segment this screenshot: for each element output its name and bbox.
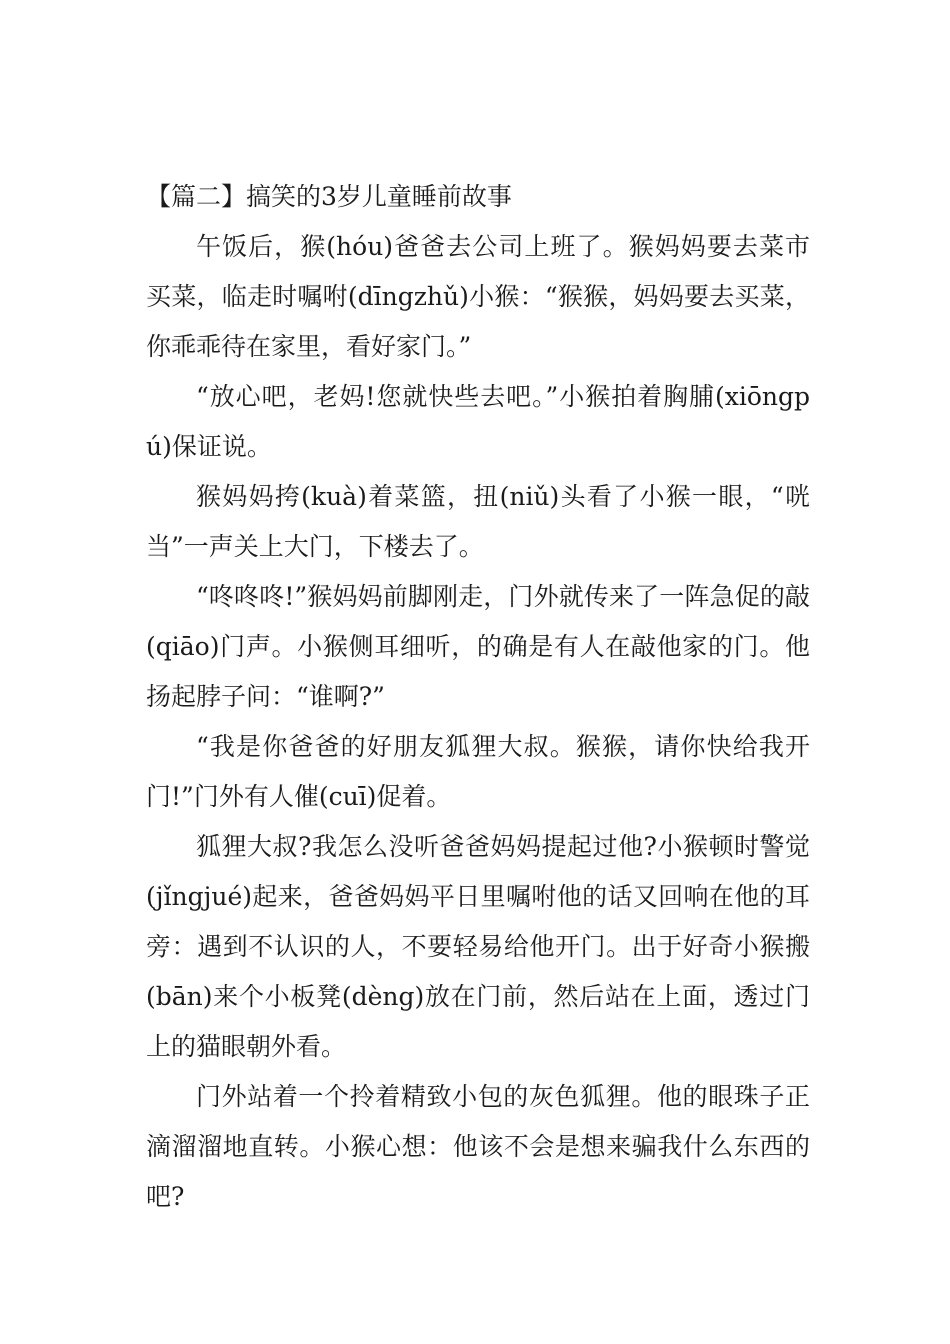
paragraph-1: 午饭后，猴(hóu)爸爸去公司上班了。猴妈妈要去菜市买菜，临走时嘱咐(dīngzhǔ)小猴：“猴猴，妈妈要去买菜，你乖乖待在家里，看好家门。” xyxy=(146,232,810,361)
document-body xyxy=(146,172,810,1222)
paragraph-2: “放心吧，老妈!您就快些去吧。”小猴拍着胸脯(xiōngpú)保证说。 xyxy=(146,382,810,461)
paragraph-4: “咚咚咚!”猴妈妈前脚刚走，门外就传来了一阵急促的敲(qiāo)门声。小猴侧耳细听，的确是有人在敲他家的门。他扬起脖子问：“谁啊?” xyxy=(146,582,810,711)
paragraph-6: 狐狸大叔?我怎么没听爸爸妈妈提起过他?小猴顿时警觉(jǐngjué)起来，爸爸妈妈平日里嘱咐他的话又回响在他的耳旁：遇到不认识的人，不要轻易给他开门。出于好奇小猴搬(bān)来个小板凳(dèng)放在门前，然后站在上面，透过门上的猫眼朝外看。 xyxy=(146,832,810,1061)
paragraph-5: “我是你爸爸的好朋友狐狸大叔。猴猴，请你快给我开门!”门外有人催(cuī)促着。 xyxy=(146,732,810,811)
story-title: 【篇二】搞笑的3岁儿童睡前故事 xyxy=(146,182,512,211)
paragraph-7: 门外站着一个拎着精致小包的灰色狐狸。他的眼珠子正滴溜溜地直转。小猴心想：他该不会是想来骗我什么东西的吧? xyxy=(146,1082,810,1211)
paragraph-3: 猴妈妈挎(kuà)着菜篮，扭(niǔ)头看了小猴一眼，“咣当”一声关上大门，下楼去了。 xyxy=(146,482,810,561)
